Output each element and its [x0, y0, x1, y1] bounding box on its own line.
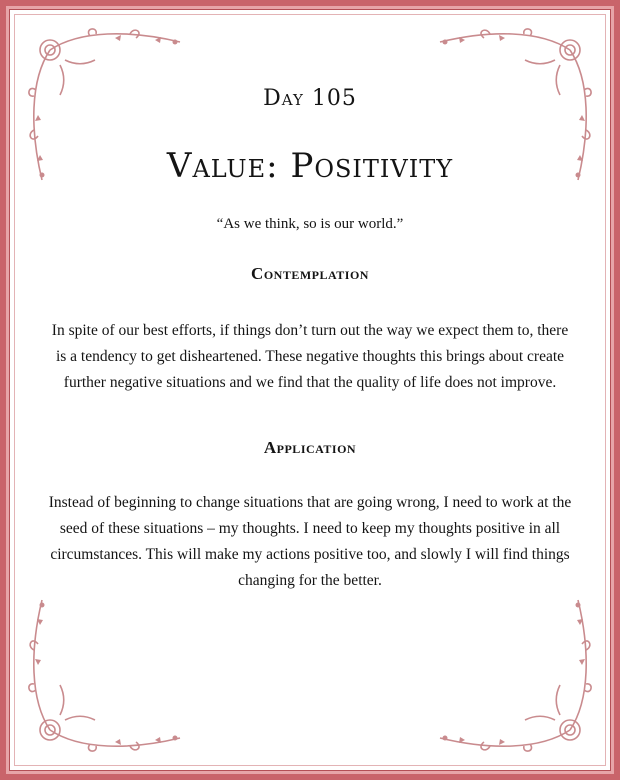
- floral-corner-bottom-left-icon: [20, 580, 200, 760]
- section-heading-contemplation: Contemplation: [251, 264, 369, 283]
- page-title: Value: Positivity: [166, 146, 454, 186]
- quote: “As we think, so is our world.”: [216, 216, 404, 232]
- day-label: Day 105: [263, 86, 357, 111]
- section-text-contemplation: In spite of our best efforts, if things don’t turn out the way we expect them to, there is a tendency to get disheartened. These negative thoughts this brings about create further negative situations and we find that the quality of life does not improve.: [51, 322, 569, 391]
- section-text-application: Instead of beginning to change situations that are going wrong, I need to work at the seed of these situations – my thoughts. I need to keep my thoughts positive in all circumstances. This will make my actions positive too, and slowly I will find things changing for the better.: [48, 494, 572, 589]
- floral-corner-bottom-right-icon: [420, 580, 600, 760]
- section-heading-application: Application: [263, 438, 357, 457]
